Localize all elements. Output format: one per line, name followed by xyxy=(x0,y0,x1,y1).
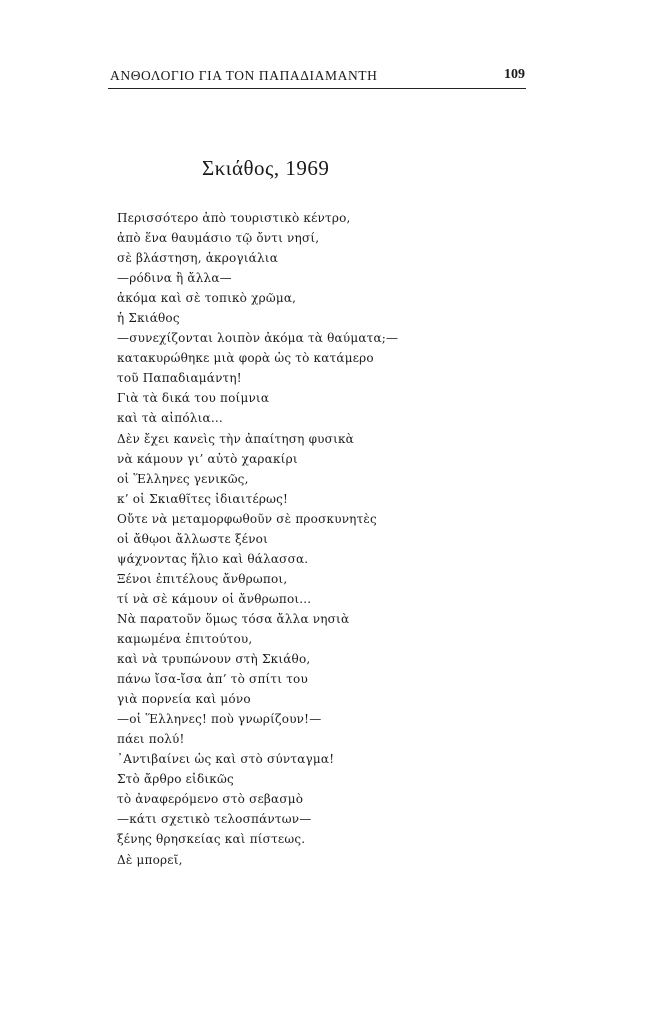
poem-line: Δὲ μπορεῖ, xyxy=(117,852,183,867)
poem-line: Περισσότερο ἀπὸ τουριστικὸ κέντρο, xyxy=(117,211,351,225)
poem-line: Γιὰ τὰ δικά του ποίμνια xyxy=(117,391,270,406)
poem-line: οἱ ἄθῳοι ἄλλωστε ξένοι xyxy=(117,531,269,546)
poem-line: —κάτι σχετικὸ τελοσπάντων— xyxy=(117,812,312,827)
poem-body xyxy=(117,208,398,870)
poem-line: Ξένοι ἐπιτέλους ἄνθρωποι, xyxy=(117,571,288,586)
poem-line: —οἱ Ἕλληνες! ποὺ γνωρίζουν!— xyxy=(117,712,322,727)
poem-line: τὸ ἀναφερόμενο στὸ σεβασμὸ xyxy=(117,792,304,807)
poem-line: ξένης θρησκείας καὶ πίστεως. xyxy=(117,832,306,847)
poem-line: Νὰ παρατοῦν ὅμως τόσα ἄλλα νησιὰ xyxy=(117,611,350,626)
poem-line: τί νὰ σὲ κάμουν οἱ ἄνθρωποι... xyxy=(117,591,312,606)
header-rule xyxy=(108,88,526,89)
poem-line: πάνω ἴσα-ἴσα ἀπ’ τὸ σπίτι του xyxy=(117,672,308,687)
poem-line: ἀκόμα καὶ σὲ τοπικὸ χρῶμα, xyxy=(117,291,297,306)
poem-line: Δὲν ἔχει κανεὶς τὴν ἀπαίτηση φυσικὰ xyxy=(117,431,354,446)
poem-line: τοῦ Παπαδιαμάντη! xyxy=(117,371,242,386)
poem-line: —συνεχίζονται λοιπὸν ἀκόμα τὰ θαύματα;— xyxy=(117,331,399,346)
poem-line: καὶ νὰ τρυπώνουν στὴ Σκιάθο, xyxy=(117,652,311,667)
poem-line: νὰ κάμουν γι’ αὐτὸ χαρακίρι xyxy=(117,451,298,466)
poem-line: ἀπὸ ἕνα θαυμάσιο τῷ ὄντι νησί, xyxy=(117,231,320,246)
poem-line: κ’ οἱ Σκιαθῖτες ἰδιαιτέρως! xyxy=(117,491,289,506)
poem-line: γιὰ πορνεία καὶ μόνο xyxy=(117,692,251,707)
poem-line: καὶ τὰ αἰπόλια... xyxy=(117,411,223,426)
poem-line: κατακυρώθηκε μιὰ φορὰ ὡς τὸ κατάμερο xyxy=(117,351,374,366)
poem-line: ᾿Αντιβαίνει ὡς καὶ στὸ σύνταγμα! xyxy=(117,752,335,767)
poem-line: Οὔτε νὰ μεταμορφωθοῦν σὲ προσκυνητὲς xyxy=(117,511,377,526)
poem-line: πάει πολύ! xyxy=(117,732,185,747)
poem-line: Στὸ ἄρθρο εἰδικῶς xyxy=(117,772,234,787)
poem-title: Σκιάθος, 1969 xyxy=(202,156,330,180)
poem-line: σὲ βλάστηση, ἀκρογιάλια xyxy=(117,251,278,266)
page-number: 109 xyxy=(504,67,525,82)
poem-line: καμωμένα ἐπιτούτου, xyxy=(117,631,253,646)
running-head-title: ΑΝΘΟΛΟΓΙΟ ΓΙΑ ΤΟΝ ΠΑΠΑΔΙΑΜΑΝΤΗ xyxy=(110,68,378,83)
poem-line: οἱ Ἕλληνες γενικῶς, xyxy=(117,471,249,486)
poem-line: —ρόδινα ἢ ἄλλα— xyxy=(117,271,232,286)
poem-line: ψάχνοντας ἥλιο καὶ θάλασσα. xyxy=(117,551,309,566)
poem-line: ἡ Σκιάθος xyxy=(117,311,180,326)
